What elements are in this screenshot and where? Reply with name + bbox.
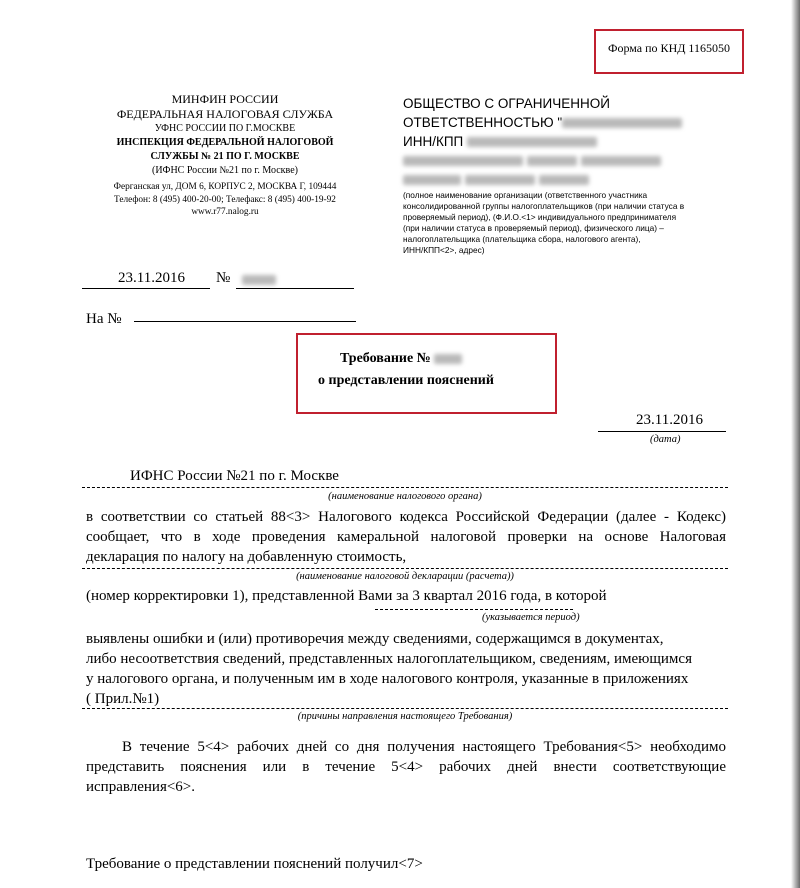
paragraph-3-line: ( Прил.№1) bbox=[86, 691, 160, 707]
receipt-line: Требование о представлении пояснений получил<7> bbox=[86, 856, 423, 872]
recipient-note: (при наличии статуса в проверяемый период), физического лица) – bbox=[403, 223, 664, 233]
redacted-address-5 bbox=[465, 175, 535, 185]
redacted-address-4 bbox=[403, 175, 461, 185]
recipient-name-prefix: ОТВЕТСТВЕННОСТЬЮ " bbox=[403, 115, 563, 130]
paragraph-1-line: в соответствии со статьей 88<3> Налогового кодекса Российской Федерации (далее - Кодекс) bbox=[86, 509, 726, 525]
title-line2: о представлении пояснений bbox=[318, 373, 494, 388]
paragraph-3-line: либо несоответствия сведений, представленных налогоплательщиком, сведениям, имеющимся bbox=[86, 651, 692, 667]
date-underline bbox=[598, 431, 726, 432]
paragraph-3-line: у налогового органа, и полученным им в ходе налогового контроля, указанные в приложениях bbox=[86, 671, 689, 687]
document-number-underline bbox=[236, 288, 354, 289]
paragraph-4 bbox=[86, 737, 726, 797]
paragraph-1-line: декларация по налогу на добавленную стоимость, bbox=[86, 549, 407, 565]
declaration-caption: (наименование налоговой декларации (расчета)) bbox=[296, 571, 514, 582]
recipient-inn-label: ИНН/КПП bbox=[403, 134, 464, 149]
redacted-address-3 bbox=[581, 156, 661, 166]
recipient-notes bbox=[403, 190, 703, 256]
redacted-inn bbox=[467, 137, 597, 147]
recipient-block bbox=[403, 94, 703, 256]
authority-name-caption: (наименование налогового органа) bbox=[328, 491, 482, 502]
redacted-address-2 bbox=[527, 156, 577, 166]
document-date: 23.11.2016 bbox=[118, 270, 185, 286]
paragraph-1-line: сообщает, что в ходе проведения камеральной налоговой проверки на основе Налоговая bbox=[86, 529, 726, 545]
period-line bbox=[375, 609, 573, 610]
declaration-line bbox=[82, 568, 728, 569]
recipient-note: консолидированной группы налогоплательщиков (при наличии статуса в bbox=[403, 201, 685, 211]
paragraph-2: (номер корректировки 1), представленной Вами за 3 квартал 2016 года, в которой bbox=[86, 588, 607, 604]
date-value: 23.11.2016 bbox=[636, 412, 703, 428]
recipient-address-row1 bbox=[403, 151, 703, 170]
reference-number-label: На № bbox=[86, 311, 122, 327]
reasons-line bbox=[82, 708, 728, 709]
authority-block bbox=[80, 92, 370, 219]
title-line1 bbox=[340, 349, 462, 369]
authority-inspection-number: СЛУЖБЫ № 21 ПО Г. МОСКВЕ bbox=[150, 151, 300, 162]
authority-ministry: МИНФИН РОССИИ bbox=[171, 92, 279, 106]
paragraph-1 bbox=[86, 507, 726, 567]
authority-short-name: (ИФНС России №21 по г. Москве) bbox=[152, 165, 298, 176]
authority-regional: УФНС РОССИИ ПО Г.МОСКВЕ bbox=[154, 123, 296, 134]
reasons-caption: (причины направления настоящего Требования) bbox=[297, 711, 513, 722]
paragraph-3 bbox=[86, 629, 726, 709]
authority-name-value: ИФНС России №21 по г. Москве bbox=[130, 468, 339, 484]
period-caption: (указывается период) bbox=[482, 612, 580, 623]
page-shadow bbox=[791, 0, 800, 888]
recipient-note: налогоплательщика (плательщика сбора, налогового агента), bbox=[403, 234, 641, 244]
date-caption: (дата) bbox=[650, 434, 681, 445]
paragraph-3-line: выявлены ошибки и (или) противоречия между сведениями, содержащимся в документах, bbox=[86, 631, 664, 647]
paragraph-4-line: представить пояснения или в течение 5<4> рабочих дней внести соответствующие bbox=[86, 759, 726, 775]
recipient-address-row2 bbox=[403, 170, 703, 189]
recipient-line2 bbox=[403, 113, 703, 132]
authority-service: ФЕДЕРАЛЬНАЯ НАЛОГОВАЯ СЛУЖБА bbox=[116, 107, 334, 121]
redacted-address-6 bbox=[539, 175, 589, 185]
paragraph-4-line: В течение 5<4> рабочих дней со дня получения настоящего Требования<5> необходимо bbox=[122, 739, 726, 755]
document-date-underline bbox=[82, 288, 210, 289]
authority-inspection: ИНСПЕКЦИЯ ФЕДЕРАЛЬНОЙ НАЛОГОВОЙ bbox=[116, 137, 334, 148]
redacted-company-name bbox=[562, 118, 682, 128]
authority-phones: Телефон: 8 (495) 400-20-00; Телефакс: 8 (495) 400-19-92 bbox=[114, 194, 336, 205]
recipient-line1: ОБЩЕСТВО С ОГРАНИЧЕННОЙ bbox=[403, 96, 610, 111]
authority-website: www.r77.nalog.ru bbox=[191, 207, 259, 217]
recipient-line3 bbox=[403, 132, 703, 151]
document-number-sign: № bbox=[216, 270, 231, 286]
paragraph-4-line: исправления<6>. bbox=[86, 779, 196, 795]
form-code: Форма по КНД 1165050 bbox=[608, 41, 730, 55]
recipient-note: (полное наименование организации (ответственного участника bbox=[403, 190, 648, 200]
redacted-address-1 bbox=[403, 156, 523, 166]
recipient-note: проверяемый период), (Ф.И.О.<1> индивидуального предпринимателя bbox=[403, 212, 677, 222]
reference-number-underline bbox=[134, 321, 356, 322]
redacted-requirement-number bbox=[434, 354, 462, 364]
title-requirement-label: Требование № bbox=[340, 351, 431, 366]
recipient-note: ИНН/КПП<2>, адрес) bbox=[403, 245, 485, 255]
redacted-document-number bbox=[242, 275, 276, 285]
authority-address: Ферганская ул, ДОМ 6, КОРПУС 2, МОСКВА Г, 109444 bbox=[113, 182, 337, 192]
authority-name-line bbox=[82, 487, 728, 488]
